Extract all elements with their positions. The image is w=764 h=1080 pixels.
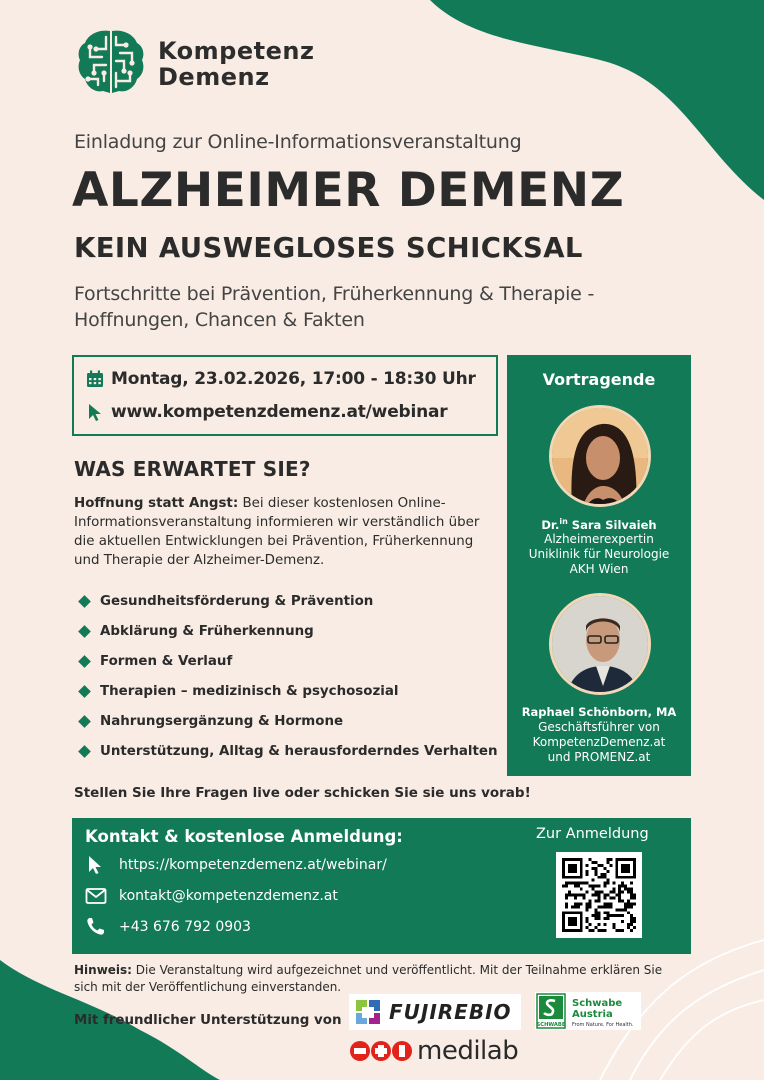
lead-line-1: Fortschritte bei Prävention, Früherkennung & Therapie - xyxy=(74,283,595,305)
medilab-mark-icon xyxy=(349,1040,413,1062)
contact-email-row[interactable] xyxy=(85,886,338,906)
brain-logo-icon xyxy=(76,27,146,97)
list-item: Formen & Verlauf xyxy=(78,646,498,676)
diamond-bullet-icon xyxy=(78,745,91,758)
list-item: Therapien – medizinisch & psychosozial xyxy=(78,676,498,706)
contact-url-link[interactable]: https://kompetenzdemenz.at/webinar/ xyxy=(119,857,387,873)
calendar-icon xyxy=(86,370,104,388)
diamond-bullet-icon xyxy=(78,595,91,608)
speaker-1-name: Dr.$^{in}$ Sara Silvaieh xyxy=(541,517,657,532)
contact-heading: Kontakt & kostenlose Anmeldung: xyxy=(85,827,403,846)
diamond-bullet-icon xyxy=(78,685,91,698)
speaker-1-org2: AKH Wien xyxy=(569,562,629,576)
contact-url-row[interactable] xyxy=(85,855,387,875)
event-url-row[interactable] xyxy=(86,402,447,422)
svg-text:Austria: Austria xyxy=(572,1009,613,1020)
speaker-2-role: Geschäftsführer von xyxy=(538,720,660,734)
svg-text:Schwabe: Schwabe xyxy=(572,998,623,1009)
brand-line1: Kompetenz xyxy=(158,37,315,65)
list-item: Unterstützung, Alltag & herausforderndes Verhalten xyxy=(78,736,498,766)
diamond-bullet-icon xyxy=(78,625,91,638)
topic-list xyxy=(78,586,498,766)
speaker-1-org: Uniklinik für Neurologie xyxy=(528,547,670,561)
notice-text: Die Veranstaltung wird aufgezeichnet und veröffentlicht. Mit der Teilnahme erklären Sie sich mit der Veröffentlichung einverstanden. xyxy=(74,963,663,994)
speakers-panel xyxy=(507,355,691,776)
event-url-link[interactable]: www.kompetenzdemenz.at/webinar xyxy=(111,402,448,422)
svg-text:From Nature. For Health.: From Nature. For Health. xyxy=(572,1022,634,1028)
expect-intro xyxy=(74,494,494,570)
section-heading-expect: WAS ERWARTET SIE? xyxy=(74,457,311,481)
diamond-bullet-icon xyxy=(78,655,91,668)
mail-icon xyxy=(85,886,107,906)
speaker-2-org: KompetenzDemenz.at xyxy=(532,735,666,749)
fujirebio-wordmark: FUJIREBIO xyxy=(389,1000,512,1024)
questions-note: Stellen Sie Ihre Fragen live oder schicken Sie sie uns vorab! xyxy=(74,785,531,801)
schwabe-logo xyxy=(535,992,641,1030)
diamond-bullet-icon xyxy=(78,715,91,728)
contact-phone-link[interactable]: +43 676 792 0903 xyxy=(119,919,251,935)
cursor-icon xyxy=(86,403,104,421)
speaker-2-org2: und PROMENZ.at xyxy=(547,750,651,764)
list-item: Abklärung & Früherkennung xyxy=(78,616,498,646)
contact-box xyxy=(72,818,691,954)
brand-name xyxy=(158,38,314,90)
support-label: Mit freundlicher Unterstützung von xyxy=(74,1013,342,1028)
intro-text: Bei dieser kostenlosen Online-Informationsveranstaltung informieren wir verständlich über die aktuellen Entwicklungen bei Prävention, Früherkennung und Therapie der Alzheimer-Demenz. xyxy=(74,496,480,568)
speaker-2-photo xyxy=(549,593,651,695)
speaker-1-photo xyxy=(549,405,651,507)
fujirebio-logo xyxy=(349,994,521,1030)
event-date: Montag, 23.02.2026, 17:00 - 18:30 Uhr xyxy=(111,369,476,389)
list-item: Nahrungsergänzung & Hormone xyxy=(78,706,498,736)
list-item: Gesundheitsförderung & Prävention xyxy=(78,586,498,616)
lead-line-2: Hoffnungen, Chancen & Fakten xyxy=(74,309,365,331)
intro-bold: Hoffnung statt Angst: xyxy=(74,496,239,511)
cursor-icon xyxy=(85,855,107,875)
speakers-heading: Vortragende xyxy=(542,370,656,389)
notice-bold: Hinweis: xyxy=(74,963,132,977)
speaker-1-role: Alzheimerexpertin xyxy=(544,532,654,546)
invitation-line: Einladung zur Online-Informationsveranstaltung xyxy=(74,131,522,153)
page-subtitle: KEIN AUSWEGLOSES SCHICKSAL xyxy=(74,232,583,264)
phone-icon xyxy=(85,917,107,937)
event-info-box xyxy=(72,355,498,436)
qr-code[interactable] xyxy=(556,852,642,938)
lead-text xyxy=(74,281,674,333)
recording-notice xyxy=(74,962,664,996)
qr-code-icon xyxy=(562,858,636,932)
medilab-logo xyxy=(349,1036,521,1066)
contact-email-link[interactable]: kontakt@kompetenzdemenz.at xyxy=(119,888,338,904)
qr-label: Zur Anmeldung xyxy=(536,826,649,842)
contact-phone-row[interactable] xyxy=(85,917,251,937)
medilab-wordmark: medilab xyxy=(417,1036,519,1066)
speaker-2-name: Raphael Schönborn, MA xyxy=(521,705,677,719)
fujirebio-mark-icon xyxy=(353,997,383,1027)
brand-line2: Demenz xyxy=(158,63,270,91)
page-title: ALZHEIMER DEMENZ xyxy=(72,163,625,218)
event-date-row xyxy=(86,369,476,389)
svg-text:SCHWABE: SCHWABE xyxy=(536,1022,566,1028)
